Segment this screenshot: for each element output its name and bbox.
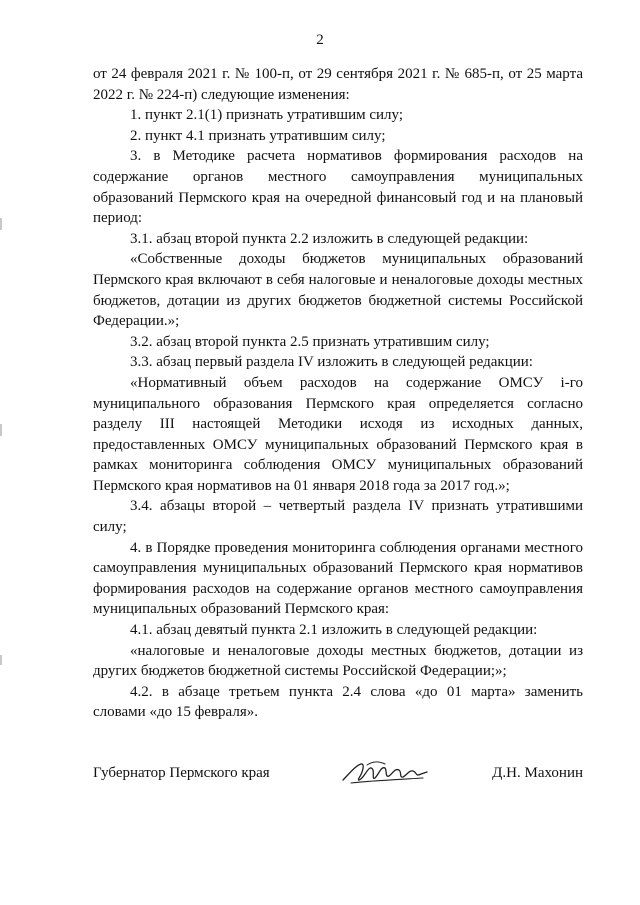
paragraph: «Собственные доходы бюджетов муниципальных образований Пермского края включают в себя налоговые и неналоговые доходы местных бюджетов, дотации из других бюджетов бюджетной системы Российской Федерации.»; <box>93 251 583 330</box>
paragraph: 1. пункт 2.1(1) признать утратившим силу; <box>130 107 403 124</box>
signatory-name: Д.Н. Махонин <box>492 765 583 781</box>
signature-icon <box>339 756 431 790</box>
paragraph: 4.1. абзац девятый пункта 2.1 изложить в следующей редакции: <box>130 622 538 639</box>
paragraph: от 24 февраля 2021 г. № 100-п, от 29 сентября 2021 г. № 685-п, от 25 марта 2022 г. № 224-п) следующие изменения: <box>93 66 583 103</box>
paragraph: 3.1. абзац второй пункта 2.2 изложить в следующей редакции: <box>130 230 529 247</box>
paragraph: 3. в Методике расчета нормативов формирования расходов на содержание органов местного самоуправления муниципальных образований Пермского края на очередной финансовый год и на плановый период: <box>93 148 583 227</box>
paragraph: 3.4. абзацы второй – четвертый раздела IV признать утратившими силу; <box>93 498 583 536</box>
page-number: 2 <box>316 32 324 48</box>
paragraph: 4. в Порядке проведения мониторинга соблюдения органами местного самоуправления муниципальных образований Пермского края нормативов формирования расходов на содержание органов местного самоуправления муниципальных образований Пермского края: <box>93 539 583 618</box>
paragraph: 3.3. абзац первый раздела IV изложить в следующей редакции: <box>130 354 533 371</box>
scan-edge-mark <box>0 655 2 665</box>
paragraph: «Нормативный объем расходов на содержание ОМСУ i-го муниципального образования Пермского края определяется согласно разделу III настоящей Методики исходя из исходных данных, предоставленных ОМСУ муниципальных образований Пермского края в рамках мониторинга соблюдения ОМСУ муниципальных образований Пермского края нормативов на 01 января 2018 года за 2017 год.»; <box>93 374 583 494</box>
paragraph: 2. пункт 4.1 признать утратившим силу; <box>130 127 386 144</box>
signature-block <box>93 756 583 796</box>
paragraph: 4.2. в абзаце третьем пункта 2.4 слова «до 01 марта» заменить словами «до 15 февраля». <box>93 683 583 721</box>
scan-edge-mark <box>0 218 2 230</box>
scan-edge-mark <box>0 424 2 436</box>
paragraph: «налоговые и неналоговые доходы местных бюджетов, дотации из других бюджетов бюджетной системы Российской Федерации;»; <box>93 642 583 680</box>
signatory-title: Губернатор Пермского края <box>93 765 270 781</box>
paragraph: 3.2. абзац второй пункта 2.5 признать утратившим силу; <box>130 333 490 350</box>
document-body <box>93 64 583 723</box>
